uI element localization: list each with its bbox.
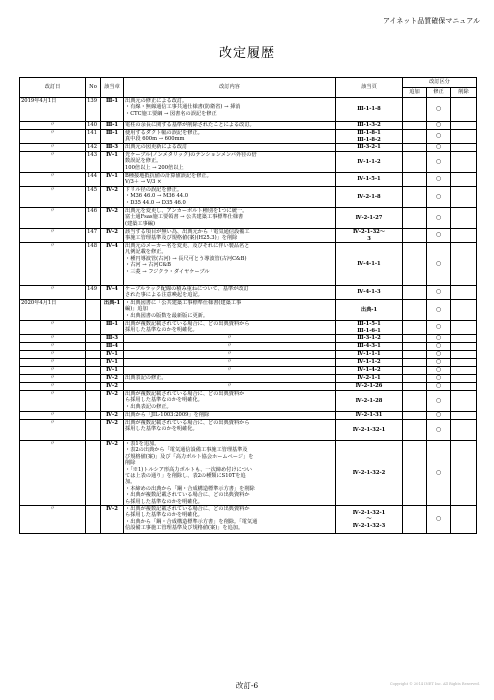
revision-content [124,243,336,286]
revision-no [86,343,101,351]
content-line: 数誤記を修正。 [125,158,162,165]
revision-no: 146 [86,208,101,229]
content-line: B種接地抵抗値の計算値誤記を修正。 [125,173,212,179]
revision-content [124,506,336,534]
revision-date: 〃 [20,359,86,367]
revision-date: 〃 [20,383,86,391]
revision-content [124,187,336,208]
col-delete: 削除 [451,88,477,98]
section-cell: Ⅲ-3 [101,144,124,152]
section-cell: Ⅳ-2 [101,375,124,383]
section-cell: Ⅲ-1 [101,321,124,335]
page-ref: Ⅳ-1-1-2 [336,359,403,367]
add-mark [403,152,427,173]
modify-mark: ○ [427,300,451,321]
section-cell: Ⅳ-1 [101,359,124,367]
revision-content [124,286,336,300]
delete-mark [451,98,477,122]
modify-mark: ○ [427,375,451,383]
section-cell: Ⅳ-4 [101,286,124,300]
add-mark [403,343,427,351]
delete-mark [451,286,477,300]
revision-date: 〃 [20,420,86,441]
col-content: 改訂内容 [124,78,336,98]
content-line: ・三菱 → フジクラ・ダイヤケーブル [125,268,210,275]
revision-no [86,375,101,383]
revision-date: 〃 [20,144,86,152]
revision-date: 〃 [20,343,86,351]
section-cell: Ⅳ-1 [101,173,124,187]
section-cell: Ⅳ-2 [101,383,124,391]
delete-mark [451,375,477,383]
revision-date: 〃 [20,229,86,243]
page-ref: Ⅳ-1-1-1 [336,351,403,359]
table-row [20,351,477,359]
section-cell: Ⅳ-2 [101,420,124,441]
content-line: 凡例記載を修正。 [125,249,167,256]
page-ref: Ⅳ-2-1-32-1 ～ Ⅳ-2-1-32-3 [336,506,403,534]
content-line: ・「※1)トルシア形高力ボルトも、一次締め付けについ [125,466,252,473]
revision-content [124,441,336,506]
page-ref: Ⅳ-4-1-1 [336,243,403,286]
delete-mark [451,229,477,243]
add-mark [403,335,427,343]
delete-mark [451,359,477,367]
content-line: 富士通Fsas施工要領書 → 公共建築工事標準仕様書 [125,214,244,221]
revision-date: 2019年4月1日 [20,98,86,122]
add-mark [403,391,427,412]
revision-date: 〃 [20,208,86,229]
section-cell: Ⅳ-1 [101,351,124,359]
content-line: ・出典表記の修正。 [125,403,172,410]
add-mark [403,130,427,144]
table-row [20,243,477,286]
page-ref: Ⅳ-2-1-8 [336,187,403,208]
table-row [20,144,477,152]
modify-mark: ○ [427,286,451,300]
revision-no [86,335,101,343]
page-ref: Ⅲ-1-5-1 Ⅲ-1-6-1 [336,321,403,335]
modify-mark: ○ [427,383,451,391]
revision-date: 〃 [20,187,86,208]
section-cell: Ⅳ-2 [101,506,124,534]
revision-date: 〃 [20,122,86,130]
col-no: No [86,78,101,98]
content-line: 加。 [125,479,136,486]
content-line: ・種円導波管(古河) → 長尺可とう導波管(古河C&B) [125,255,247,262]
revision-content [124,375,336,383]
add-mark [403,359,427,367]
modify-mark: ○ [427,391,451,412]
revision-date: 〃 [20,173,86,187]
revision-no [86,300,101,321]
content-line: 事施工管理基準及び規格値(案)(H25.3)」を削除 [125,235,238,242]
page-ref: Ⅳ-1-4-2 [336,367,403,375]
delete-mark [451,383,477,391]
revision-content [124,98,336,122]
table-row [20,391,477,412]
table-row [20,420,477,441]
table-row [20,122,477,130]
revision-content [124,229,336,243]
content-line: ・CTC施工要綱 → 図書名の誤記を修正 [125,110,217,117]
modify-mark: ○ [427,229,451,243]
revision-content [124,122,336,130]
revision-date: 〃 [20,441,86,506]
content-line: ・有線・無線通信工事共通仕様書(防衛省) → 挿消 [125,104,241,111]
table-row [20,343,477,351]
add-mark [403,375,427,383]
revision-no [86,321,101,335]
table-row [20,506,477,534]
modify-mark: ○ [427,506,451,534]
revision-content [124,173,336,187]
content-line: 出典元の図更新による改訂 [125,144,188,150]
page-ref: Ⅳ-2-1-32-1 [336,420,403,441]
delete-mark [451,367,477,375]
section-cell: Ⅳ-2 [101,391,124,412]
page-ref: Ⅳ-2-1-26 [336,383,403,391]
page-ref: Ⅳ-2-1-27 [336,208,403,229]
section-cell: Ⅲ-4 [101,343,124,351]
revision-no [86,367,101,375]
col-category: 改訂区分 [403,78,477,88]
section-cell: Ⅳ-2 [101,412,124,420]
revision-date: 〃 [20,286,86,300]
add-mark [403,367,427,375]
delete-mark [451,187,477,208]
content-line: 出典元のメーカー名を変更、及びそれに伴い製品名と [125,243,250,249]
content-line: ら採用した基準なのかを明確化。 [125,498,203,505]
modify-mark: ○ [427,152,451,173]
content-line: 〃 [226,383,233,389]
col-date: 改訂日 [20,78,86,98]
col-add: 追加 [403,88,427,98]
content-line: 電柱の余長に関する基準が削除されたことによる改訂。 [125,122,255,128]
content-line: ・出典図書に「公共建築工事標準仕様書(建築工事 [125,300,242,306]
copyright: Copyright © 2014 INET Inc. All Rights Reserved. [389,682,480,686]
page-ref: Ⅳ-2-1-1 [336,375,403,383]
table-row [20,173,477,187]
content-line: ・出典から「鋼・合成構造標準示方書」を削除。「電気通 [125,518,258,525]
modify-mark: ○ [427,122,451,130]
revision-date: 〃 [20,506,86,534]
revision-content [124,351,336,359]
table-row [20,321,477,335]
add-mark [403,412,427,420]
delete-mark [451,335,477,343]
content-line: 出典が複数記載されている場合に、どの出典資料から [125,321,250,327]
content-line: 光ケーブル(ノンメタリック)のテンションメンバ外径の倍 [125,152,257,158]
content-line: ら採用した基準なのかを明確化。 [125,512,203,519]
content-line: 〃 [226,351,233,357]
content-line: ドリル径の誤記を修正。 [125,187,183,193]
delete-mark [451,391,477,412]
table-row [20,229,477,243]
revision-no: 144 [86,173,101,187]
content-line: 編)」追加 [125,306,148,313]
modify-mark: ○ [427,441,451,506]
section-cell: Ⅳ-2 [101,441,124,506]
modify-mark: ○ [427,420,451,441]
modify-mark: ○ [427,412,451,420]
table-row [20,383,477,391]
delete-mark [451,152,477,173]
section-cell: Ⅲ-1 [101,122,124,130]
delete-mark [451,122,477,130]
content-line: 削除 [125,460,136,467]
content-line: 〃 [226,335,233,341]
revision-content [124,335,336,343]
add-mark [403,300,427,321]
modify-mark: ○ [427,173,451,187]
revision-content [124,321,336,335]
page-ref: Ⅲ-1-8-1 Ⅲ-1-8-2 [336,130,403,144]
page-ref: Ⅳ-2-1-32～ 3 [336,229,403,243]
revision-content [124,367,336,375]
revision-no: 148 [86,243,101,286]
revision-no: 140 [86,122,101,130]
revision-no [86,383,101,391]
revision-date: 〃 [20,351,86,359]
content-line: ・出典が複数記載されている場合に、どの出典資料か [125,492,250,499]
add-mark [403,420,427,441]
section-cell: Ⅳ-4 [101,243,124,286]
content-line: ・表1を追加。 [125,441,160,447]
delete-mark [451,343,477,351]
table-row [20,441,477,506]
modify-mark: ○ [427,243,451,286]
revision-no: 149 [86,286,101,300]
content-line: 〃 [226,359,233,365]
add-mark [403,187,427,208]
table-row [20,286,477,300]
content-line: 該当する項目が無い為、出典元から「電気通信設備工 [125,229,250,235]
revision-no: 141 [86,130,101,144]
revision-no: 139 [86,98,101,122]
modify-mark: ○ [427,98,451,122]
revision-no [86,420,101,441]
add-mark [403,243,427,286]
table-row [20,152,477,173]
revision-content [124,391,336,412]
modify-mark: ○ [427,321,451,335]
section-cell: Ⅳ-2 [101,229,124,243]
table-row [20,359,477,367]
revision-date: 〃 [20,152,86,173]
content-line: された事による注意喚起を追記。 [125,292,203,299]
table-row [20,187,477,208]
content-line: 出典元を変更し、アンカーボルト種別を1つに統一。 [125,208,248,214]
revision-content [124,412,336,420]
page-ref: Ⅳ-2-1-31 [336,412,403,420]
content-line: ・D35 44.0 → D35 46.0 [125,199,186,206]
table-row [20,335,477,343]
content-line: ら採用した基準なのかを明確化。 [125,397,203,404]
content-line: 採用した基準なのかを明確化。 [125,426,198,433]
modify-mark: ○ [427,359,451,367]
revision-date: 〃 [20,243,86,286]
content-line: ケーブルラック配線の積み重ねについて、基準が改訂 [125,286,249,292]
revision-history-table [19,77,477,534]
revision-date: 〃 [20,335,86,343]
add-mark [403,506,427,534]
revision-no [86,441,101,506]
revision-no [86,391,101,412]
add-mark [403,122,427,130]
section-cell: Ⅲ-3 [101,335,124,343]
modify-mark: ○ [427,367,451,375]
revision-date: 〃 [20,321,86,335]
revision-date: 〃 [20,391,86,412]
revision-date: 〃 [20,367,86,375]
content-line: 100倍以上 → 200倍以上 [125,164,184,171]
content-line: 採用した基準なのかを明確化。 [125,327,198,334]
page-ref: Ⅲ-1-1-8 [336,98,403,122]
table-row [20,98,477,122]
add-mark [403,208,427,229]
revision-no [86,351,101,359]
revision-date: 〃 [20,130,86,144]
col-page: 該当頁 [336,78,403,98]
table-row [20,375,477,383]
content-line: 〃 [226,343,233,349]
delete-mark [451,300,477,321]
revision-date: 2020年4月1日 [20,300,86,321]
table-row [20,300,477,321]
modify-mark: ○ [427,343,451,351]
delete-mark [451,208,477,229]
delete-mark [451,243,477,286]
delete-mark [451,351,477,359]
content-line: ・古河 → 古河C&B [125,262,171,269]
delete-mark [451,173,477,187]
content-line: 出典から「JIL-1003:2009」を削除 [125,412,210,418]
page-ref: Ⅲ-3-1-2 [336,335,403,343]
add-mark [403,144,427,152]
content-line: ・出典図書の版数を最新版に更新。 [125,312,209,319]
content-line: 信設備工事施工管理基準及び規格値(案)」を追加。 [125,525,244,532]
content-line: ・出典が複数記載されている場合に、どの出典資料か [125,506,250,513]
section-cell: Ⅳ-2 [101,208,124,229]
content-line: ・表2の出典から「電気通信設備工事施工管理基準及 [125,447,248,454]
section-cell: Ⅲ-1 [101,98,124,122]
modify-mark: ○ [427,130,451,144]
content-line: 出典元の修正による改訂。 [125,98,188,104]
add-mark [403,441,427,506]
section-cell: Ⅲ-1 [101,130,124,144]
page-title: 改定履歴 [218,46,275,61]
content-line: 使用するダクト幅の誤記を修正。 [125,130,203,136]
table-row [20,412,477,420]
page-ref: Ⅳ-2-1-28 [336,391,403,412]
section-cell: Ⅳ-2 [101,187,124,208]
section-cell: 出典-1 [101,300,124,321]
add-mark [403,321,427,335]
content-line: 〃 [226,367,233,373]
revision-content [124,144,336,152]
revision-no: 145 [86,187,101,208]
page-ref: 出典-1 [336,300,403,321]
manual-title: アイネット品質確保マニュアル [382,17,480,25]
content-line: V/3＋ → V/3 × [125,179,162,186]
revision-content [124,420,336,441]
page-ref: Ⅳ-4-1-3 [336,286,403,300]
revision-no [86,412,101,420]
revision-no [86,359,101,367]
revision-content [124,343,336,351]
revision-no: 147 [86,229,101,243]
revision-date: 〃 [20,375,86,383]
delete-mark [451,144,477,152]
content-line: 出典が複数記載されている場合に、どの出典資料か [125,391,245,397]
add-mark [403,351,427,359]
table-row [20,367,477,375]
add-mark [403,286,427,300]
modify-mark: ○ [427,351,451,359]
page-ref: Ⅳ-2-1-32-2 [336,441,403,506]
revision-no: 143 [86,152,101,173]
page-ref: Ⅲ-3-2-1 [336,144,403,152]
revision-content [124,130,336,144]
page-number: 改訂-6 [235,681,259,690]
delete-mark [451,506,477,534]
col-modify: 修正 [427,88,451,98]
section-cell: Ⅳ-1 [101,152,124,173]
revision-content [124,208,336,229]
content-line: (建築工事編) [125,220,155,227]
delete-mark [451,321,477,335]
table-row [20,208,477,229]
page-ref: Ⅲ-1-3-2 [336,122,403,130]
delete-mark [451,130,477,144]
page-ref: Ⅳ-1-1-2 [336,152,403,173]
content-line: 出典が複数記載されている場合に、どの出典資料から [125,420,250,426]
add-mark [403,383,427,391]
delete-mark [451,420,477,441]
revision-no: 142 [86,144,101,152]
add-mark [403,173,427,187]
section-cell: Ⅳ-1 [101,367,124,375]
col-section: 該当章 [101,78,124,98]
delete-mark [451,412,477,420]
content-line: ・本締めの出典から「鋼・合成構造標準示方書」を削除 [125,485,255,492]
content-line: ・M36 46.0 → M36 44.0 [125,193,189,200]
revision-content [124,152,336,173]
content-line: び規格値(案)」及び「高力ボルト協会ホームページ」を [125,453,254,460]
modify-mark: ○ [427,144,451,152]
page-ref: Ⅲ-4-3-1 [336,343,403,351]
modify-mark: ○ [427,208,451,229]
revision-content [124,300,336,321]
add-mark [403,98,427,122]
revision-date: 〃 [20,412,86,420]
delete-mark [451,441,477,506]
revision-content [124,359,336,367]
content-line: 出典表記の修正。 [125,375,167,381]
content-line: ては上表の通り」を削除し、表2の種類にS10Tを追 [125,473,246,480]
modify-mark: ○ [427,187,451,208]
revision-content [124,383,336,391]
add-mark [403,229,427,243]
revision-no [86,506,101,534]
table-row [20,130,477,144]
page-ref: Ⅳ-1-5-1 [336,173,403,187]
content-line: 真中段 600m → 600mm [125,136,185,143]
modify-mark: ○ [427,335,451,343]
